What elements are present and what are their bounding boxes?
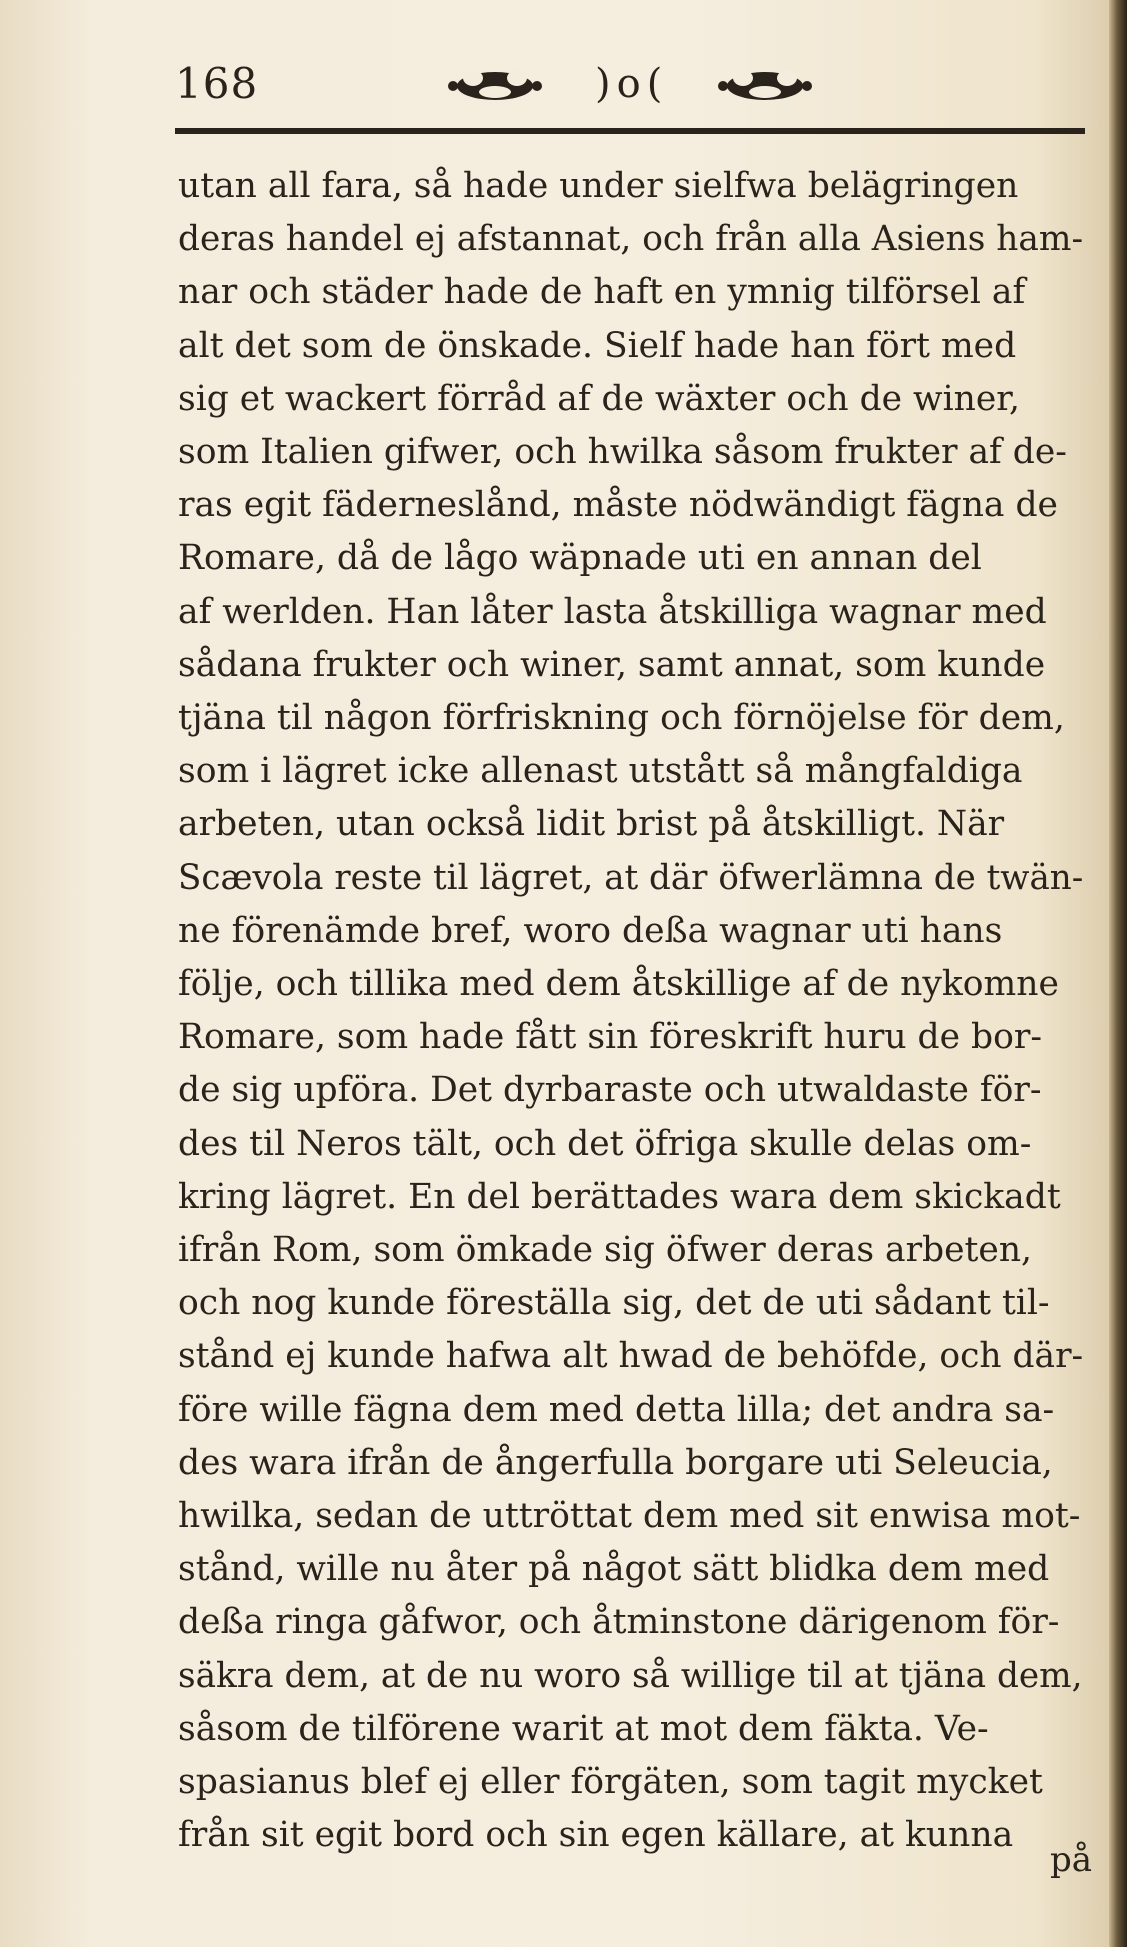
text-line: som i lägret icke allenast utstått så mångfaldiga	[178, 751, 1023, 792]
left-fleuron-icon	[448, 70, 542, 100]
text-line: före wille fägna dem med detta lilla; det andra sa-	[178, 1389, 1055, 1430]
text-line: deßa ringa gåfwor, och åtminstone därigenom för-	[178, 1602, 1060, 1643]
text-line: kring lägret. En del berättades wara dem skickadt	[178, 1176, 1061, 1217]
header-mark: )o(	[595, 61, 669, 107]
text-line: ifrån Rom, som ömkade sig öfwer deras arbeten,	[178, 1230, 1033, 1271]
text-line: och nog kunde föreställa sig, det de uti sådant til-	[178, 1283, 1050, 1324]
text-line: Romare, då de lågo wäpnade uti en annan del	[178, 538, 982, 579]
text-line: des wara ifrån de ångerfulla borgare uti Seleucia,	[178, 1442, 1053, 1483]
text-line: de sig upföra. Det dyrbaraste och utwaldaste för-	[178, 1070, 1042, 1111]
book-spine	[1109, 0, 1127, 1947]
text-line: sådana frukter och winer, samt annat, som kunde	[178, 644, 1046, 685]
text-line: af werlden. Han låter lasta åtskilliga wagnar med	[178, 591, 1047, 632]
text-line: stånd ej kunde hafwa alt hwad de behöfde, och där-	[178, 1336, 1084, 1377]
page-header	[175, 55, 1085, 115]
text-line: följe, och tillika med dem åtskillige af de nykomne	[178, 964, 1059, 1005]
text-line: hwilka, sedan de uttröttat dem med sit enwisa mot-	[178, 1496, 1081, 1537]
page-number: 168	[175, 59, 259, 108]
text-line: ras egit fäderneslånd, måste nödwändigt fägna de	[178, 485, 1058, 526]
body-text	[178, 160, 1083, 1863]
right-fleuron-icon	[718, 70, 812, 100]
text-line: Scævola reste til lägret, at där öfwerlämna de twän-	[178, 857, 1084, 898]
text-line: såsom de tilförene warit at mot dem fäkta. Ve-	[178, 1708, 989, 1749]
text-line: tjäna til någon förfriskning och förnöjelse för dem,	[178, 698, 1065, 739]
text-line: utan all fara, så hade under sielfwa belägringen	[178, 166, 1019, 206]
text-line: stånd, wille nu åter på något sätt blidka dem med	[178, 1549, 1050, 1590]
text-line: alt det som de önskade. Sielf hade han fört med	[178, 325, 1017, 366]
text-line: ne förenämde bref, woro deßa wagnar uti hans	[178, 910, 1003, 951]
text-line: des til Neros tält, och det öfriga skulle delas om-	[178, 1123, 1032, 1164]
text-line: spasianus blef ej eller förgäten, som tagit mycket	[178, 1762, 1043, 1803]
text-line: Romare, som hade fått sin föreskrift huru de bor-	[178, 1017, 1043, 1058]
text-line: sig et wackert förråd af de wäxter och de winer,	[178, 378, 1020, 419]
catchword: på	[1050, 1840, 1093, 1880]
text-line: arbeten, utan också lidit brist på åtskilligt. När	[178, 804, 1005, 845]
text-line: nar och städer hade de haft en ymnig tilförsel af	[178, 272, 1026, 313]
text-line: från sit egit bord och sin egen källare, at kunna	[178, 1815, 1014, 1856]
text-line: deras handel ej afstannat, och från alla Asiens ham-	[178, 219, 1084, 260]
text-line: säkra dem, at de nu woro så willige til at tjäna dem,	[178, 1655, 1083, 1696]
text-line: som Italien gifwer, och hwilka såsom frukter af de-	[178, 432, 1067, 473]
header-rule	[175, 128, 1085, 134]
